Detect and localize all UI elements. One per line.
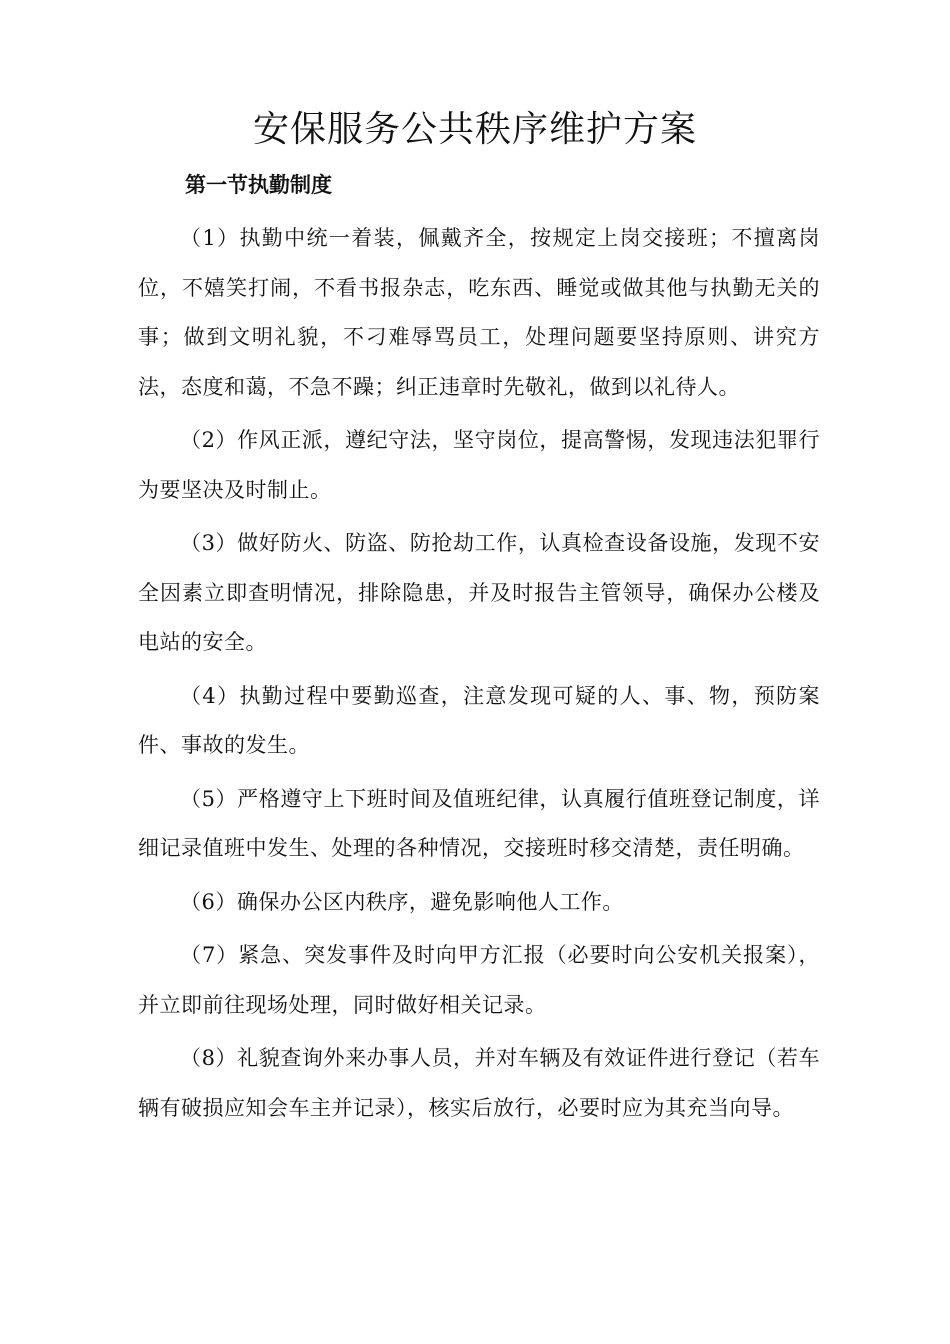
paragraph-7: （7）紧急、突发事件及时向甲方汇报（必要时向公安机关报案），并立即前往现场处理，同时做好相关记录。 bbox=[138, 943, 820, 1017]
section-heading: 第一节执勤制度 bbox=[185, 172, 332, 197]
paragraph-4: （4）执勤过程中要勤巡查，注意发现可疑的人、事、物，预防案件、事故的发生。 bbox=[138, 683, 820, 757]
paragraph-3: （3）做好防火、防盗、防抢劫工作，认真检查设备设施，发现不安全因素立即查明情况，排除隐患，并及时报告主管领导，确保办公楼及电站的安全。 bbox=[138, 531, 820, 654]
document-body bbox=[138, 214, 820, 1137]
paragraph-6: （6）确保办公区内秩序，避免影响他人工作。 bbox=[180, 889, 624, 914]
document-title: 安保服务公共秩序维护方案 bbox=[252, 109, 697, 150]
paragraph-5: （5）严格遵守上下班时间及值班纪律，认真履行值班登记制度，详细记录值班中发生、处理的各种情况，交接班时移交清楚，责任明确。 bbox=[138, 786, 820, 860]
paragraph-1: （1）执勤中统一着装，佩戴齐全，按规定上岗交接班；不擅离岗位，不嬉笑打闹，不看书报杂志，吃东西、睡觉或做其他与执勤无关的事；做到文明礼貌，不刁难辱骂员工，处理问题要坚持原则、讲究方法，态度和蔼，不急不躁；纠正违章时先敬礼，做到以礼待人。 bbox=[138, 226, 820, 399]
paragraph-2: （2）作风正派，遵纪守法，坚守岗位，提高警惕，发现违法犯罪行为要坚决及时制止。 bbox=[138, 428, 820, 502]
paragraph-8: （8）礼貌查询外来办事人员，并对车辆及有效证件进行登记（若车辆有破损应知会车主并记录），核实后放行，必要时应为其充当向导。 bbox=[138, 1046, 820, 1120]
